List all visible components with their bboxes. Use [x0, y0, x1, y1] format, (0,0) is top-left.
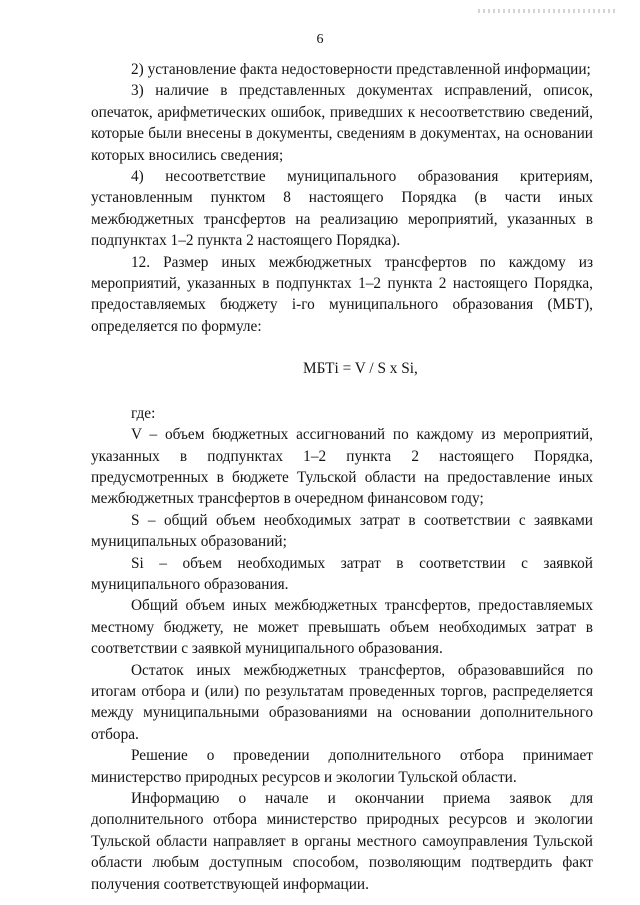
paragraph-clause-12: 12. Размер иных межбюджетных трансфертов по каждому из мероприятий, указанных в подпунктах 1–2 пункта 2 настоящего Порядка, предоставляемых бюджету i-го муниципального образования (МБТ), определяется по формуле:: [91, 253, 593, 335]
header-scan-mark: [478, 9, 618, 13]
paragraph-item-3: 3) наличие в представленных документах исправлений, описок, опечаток, арифметических ошибок, приведших к несоответствию сведений, которые были внесены в документы, сведениям в документах, на основании которых вносились сведения;: [91, 82, 593, 164]
definition-s: S – общий объем необходимых затрат в соответствии с заявками муниципальных образований;: [91, 511, 593, 551]
paragraph-decision: Решение о проведении дополнительного отбора принимает министерство природных ресурсов и экологии Тульской области.: [91, 747, 593, 786]
paragraph-item-2: 2) установление факта недостоверности представленной информации;: [131, 61, 591, 78]
paragraph-information: Информацию о начале и окончании приема заявок для дополнительного отбора министерство природных ресурсов и экологии Тульской области направляет в органы местного самоуправления Тульской области любым доступным способом, позволяющим подтвердить факт получения соответствующей информации.: [91, 790, 593, 893]
definition-si: Si – объем необходимых затрат в соответствии с заявкой муниципального образования.: [91, 554, 593, 593]
paragraph-total-volume: Общий объем иных межбюджетных трансфертов, предоставляемых местному бюджету, не может превышать объем необходимых затрат в соответствии с заявкой муниципального образования.: [91, 597, 593, 658]
formula: МБТi = V / S x Si,: [303, 360, 418, 378]
definition-v: V – объем бюджетных ассигнований по каждому из мероприятий, указанных в подпунктах 1–2 пункта 2 настоящего Порядка, предусмотренных в бюджете Тульской области на предоставление иных межбюджетных трансфертов в очередном финансовом году;: [91, 426, 593, 508]
paragraph-item-4: 4) несоответствие муниципального образования критериям, установленным пунктом 8 настоящего Порядка (в части иных межбюджетных трансфертов на реализацию мероприятий, указанных в подпунктах 1–2 пункта 2 настоящего Порядка).: [91, 168, 593, 250]
formula-where-label: где:: [131, 404, 156, 422]
document-body: [91, 59, 593, 895]
paragraph-remainder: Остаток иных межбюджетных трансфертов, образовавшийся по итогам отбора и (или) по результатам проведенных торгов, распределяется между муниципальными образованиями на основании дополнительного отбора.: [91, 661, 593, 743]
page-number: 6: [316, 32, 324, 47]
